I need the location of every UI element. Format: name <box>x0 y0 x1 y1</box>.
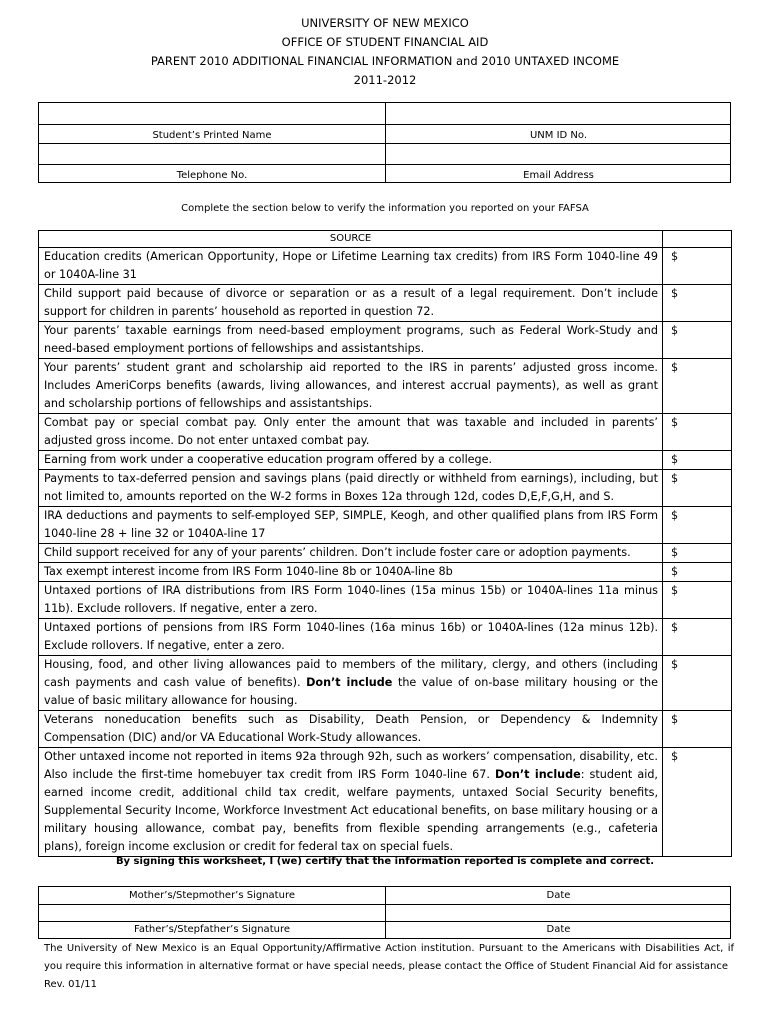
father-signature-label: Father’s/Stepfather’s Signature <box>134 924 290 935</box>
table-row <box>39 711 732 748</box>
eeo-notice: The University of New Mexico is an Equal Opportunity/Affirmative Action institution. Pursuant to the Americans with Disabilities Act, if you require this information in alternative format or have special needs, please contact the Office of Student Financial Aid for assistance <box>44 943 734 972</box>
amount-field[interactable]: $ <box>663 359 732 414</box>
mother-signature-label: Mother’s/Stepmother’s Signature <box>129 890 295 901</box>
form-title: PARENT 2010 ADDITIONAL FINANCIAL INFORMATION and 2010 UNTAXED INCOME <box>150 54 620 68</box>
certification-statement: By signing this worksheet, I (we) certify that the information reported is complete and correct. <box>115 856 655 867</box>
telephone-label: Telephone No. <box>176 170 248 181</box>
table-row <box>39 451 732 470</box>
signature-box <box>38 886 731 939</box>
table-row <box>39 656 732 711</box>
amount-field[interactable]: $ <box>663 656 732 711</box>
table-row <box>39 470 732 507</box>
table-row <box>39 359 732 414</box>
table-row <box>39 322 732 359</box>
office-title: OFFICE OF STUDENT FINANCIAL AID <box>281 35 489 49</box>
table-row <box>39 582 732 619</box>
amount-field[interactable]: $ <box>663 248 732 285</box>
income-source-text: Child support paid because of divorce or separation or as a result of a legal requirement. Don’t include support for children in parents’ household as reported in question 72. <box>39 285 663 322</box>
student-name-label: Student’s Printed Name <box>152 130 272 141</box>
untaxed-income-table <box>38 230 732 857</box>
amount-field[interactable]: $ <box>663 507 732 544</box>
income-source-text: Child support received for any of your parents’ children. Don’t include foster care or adoption payments. <box>39 544 663 563</box>
father-date-label: Date <box>546 924 571 935</box>
table-row <box>39 507 732 544</box>
amount-field[interactable]: $ <box>663 582 732 619</box>
mother-date-field[interactable] <box>386 905 731 921</box>
income-source-text: Combat pay or special combat pay. Only enter the amount that was taxable and included in parents’ adjusted gross income. Do not enter untaxed combat pay. <box>39 414 663 451</box>
award-year: 2011-2012 <box>353 73 417 87</box>
amount-field[interactable]: $ <box>663 748 732 857</box>
income-source-text: Untaxed portions of IRA distributions from IRS Form 1040-lines (15a minus 15b) or 1040A-lines 11a minus 11b). Exclude rollovers. If negative, enter a zero. <box>39 582 663 619</box>
table-header-row <box>39 231 732 248</box>
university-title: UNIVERSITY OF NEW MEXICO <box>301 16 469 30</box>
telephone-field[interactable] <box>39 144 385 164</box>
mother-date-label: Date <box>546 890 571 901</box>
email-label: Email Address <box>523 170 594 181</box>
income-source-text: Veterans noneducation benefits such as Disability, Death Pension, or Dependency & Indemnity Compensation (DIC) and/or VA Educational Work-Study allowances. <box>39 711 663 748</box>
student-info-box <box>38 102 731 183</box>
table-row <box>39 563 732 582</box>
income-source-text: IRA deductions and payments to self-employed SEP, SIMPLE, Keogh, and other qualified plans from IRS Form 1040-line 28 + line 32 or 1040A-line 17 <box>39 507 663 544</box>
table-row <box>39 748 732 857</box>
email-field[interactable] <box>386 144 731 164</box>
amount-field[interactable]: $ <box>663 619 732 656</box>
table-row <box>39 285 732 322</box>
revision-date: Rev. 01/11 <box>44 979 97 990</box>
amount-field[interactable]: $ <box>663 711 732 748</box>
mother-signature-field[interactable] <box>39 905 385 921</box>
income-source-text: Payments to tax-deferred pension and savings plans (paid directly or withheld from earnings), including, but not limited to, amounts reported on the W-2 forms in Boxes 12a through 12d, codes D,E,F,G,H, and S. <box>39 470 663 507</box>
amount-field[interactable]: $ <box>663 414 732 451</box>
fafsa-instruction: Complete the section below to verify the information you reported on your FAFSA <box>181 203 589 214</box>
unm-id-field[interactable] <box>386 103 731 124</box>
income-source-text: Your parents’ student grant and scholarship aid reported to the IRS in parents’ adjusted gross income. Includes AmeriCorps benefits (awards, living allowances, and interest accrual payments), as well as grant and scholarship portions of fellowships and assistantships. <box>39 359 663 414</box>
amount-field[interactable]: $ <box>663 285 732 322</box>
income-source-text: Housing, food, and other living allowances paid to members of the military, clergy, and others (including cash payments and cash value of benefits). Don’t include the value of on-base military housing or the value of basic military allowance for housing. <box>39 656 663 711</box>
unm-id-label: UNM ID No. <box>529 130 588 141</box>
amount-field[interactable]: $ <box>663 563 732 582</box>
table-row <box>39 414 732 451</box>
amount-field[interactable]: $ <box>663 470 732 507</box>
amount-field[interactable]: $ <box>663 322 732 359</box>
table-row <box>39 248 732 285</box>
amount-field[interactable]: $ <box>663 451 732 470</box>
amount-field[interactable]: $ <box>663 544 732 563</box>
income-source-text: Untaxed portions of pensions from IRS Form 1040-lines (16a minus 16b) or 1040A-lines (12a minus 12b). Exclude rollovers. If negative, enter a zero. <box>39 619 663 656</box>
income-source-text: Earning from work under a cooperative education program offered by a college. <box>39 451 663 470</box>
table-row <box>39 619 732 656</box>
income-source-text: Tax exempt interest income from IRS Form 1040-line 8b or 1040A-line 8b <box>39 563 663 582</box>
amount-header <box>663 231 732 248</box>
income-source-text: Other untaxed income not reported in items 92a through 92h, such as workers’ compensation, disability, etc. Also include the first-time homebuyer tax credit from IRS Form 1040-line 67. Don’t include: student aid, earned income credit, additional child tax credit, welfare payments, untaxed Social Security benefits, Supplemental Security Income, Workforce Investment Act educational benefits, on base military housing or a military housing allowance, combat pay, benefits from flexible spending arrangements (e.g., cafeteria plans), foreign income exclusion or credit for federal tax on special fuels. <box>39 748 663 857</box>
table-row <box>39 544 732 563</box>
income-source-text: Your parents’ taxable earnings from need-based employment programs, such as Federal Work-Study and need-based employment portions of fellowships and assistantships. <box>39 322 663 359</box>
income-source-text: Education credits (American Opportunity, Hope or Lifetime Learning tax credits) from IRS Form 1040-line 49 or 1040A-line 31 <box>39 248 663 285</box>
source-header: SOURCE <box>39 231 663 248</box>
student-name-field[interactable] <box>39 103 385 124</box>
